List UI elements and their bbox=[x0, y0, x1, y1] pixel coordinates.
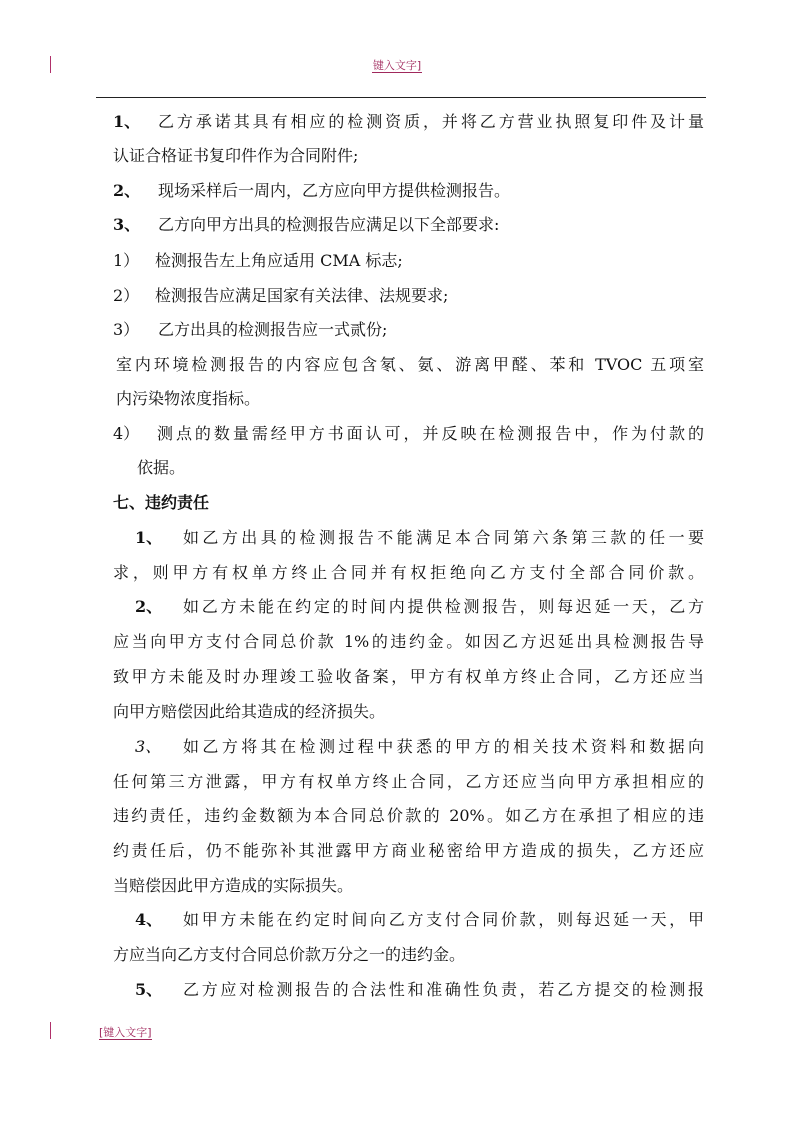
clause-text: 如乙方出具的检测报告不能满足本合同第六条第三款的任一要 bbox=[183, 528, 704, 547]
clause-text: 致甲方未能及时办理竣工验收备案，甲方有权单方终止合同，乙方还应当 bbox=[113, 667, 704, 686]
clause-text: 如甲方未能在约定时间向乙方支付合同价款，则每迟延一天，甲 bbox=[183, 910, 704, 929]
clause-text: 如乙方将其在检测过程中获悉的甲方的相关技术资料和数据向 bbox=[183, 737, 704, 756]
sub-item-text: 测点的数量需经甲方书面认可，并反映在检测报告中，作为付款的 bbox=[157, 424, 704, 443]
clause-text: 任何第三方泄露，甲方有权单方终止合同，乙方还应当向甲方承担相应的 bbox=[113, 772, 704, 791]
paragraph-text: 室内环境检测报告的内容应包含氡、氨、游离甲醛、苯和 TVOC 五项室 bbox=[116, 355, 704, 374]
sub-item-number: 2） bbox=[113, 286, 140, 305]
clause-text: 约责任后，仍不能弥补其泄露甲方商业秘密给甲方造成的损失，乙方还应 bbox=[113, 841, 704, 860]
clause-text: 应当向甲方支付合同总价款 1%的违约金。如因乙方迟延出具检测报告导 bbox=[113, 632, 704, 651]
sub-item-text: 乙方出具的检测报告应一式贰份; bbox=[158, 320, 388, 339]
section-heading: 七、违约责任 bbox=[113, 493, 210, 512]
clause-number: 3、 bbox=[135, 737, 162, 756]
item-text: 认证合格证书复印件作为合同附件; bbox=[113, 146, 359, 165]
header-rule bbox=[96, 97, 706, 98]
sub-item-text: 检测报告左上角应适用 CMA 标志; bbox=[155, 251, 403, 270]
clause-text: 如乙方未能在约定的时间内提供检测报告，则每迟延一天，乙方 bbox=[183, 597, 704, 616]
clause-text: 乙方应对检测报告的合法性和准确性负责，若乙方提交的检测报 bbox=[183, 980, 704, 999]
clause-text: 方应当向乙方支付合同总价款万分之一的违约金。 bbox=[113, 945, 466, 964]
clause-number: 4、 bbox=[135, 910, 163, 929]
header-text-field[interactable]: 键入文字] bbox=[372, 59, 422, 72]
clause-number: 1、 bbox=[135, 528, 163, 547]
item-text: 现场采样后一周内，乙方应向甲方提供检测报告。 bbox=[158, 181, 511, 200]
item-number: 2、 bbox=[113, 181, 141, 200]
sub-item-number: 1） bbox=[113, 251, 140, 270]
clause-text: 求，则甲方有权单方终止合同并有权拒绝向乙方支付全部合同价款。 bbox=[113, 563, 704, 582]
item-number: 1、 bbox=[113, 112, 141, 131]
item-number: 3、 bbox=[113, 215, 141, 234]
margin-mark-bottom bbox=[50, 1022, 51, 1039]
clause-text: 向甲方赔偿因此给其造成的经济损失。 bbox=[113, 702, 386, 721]
clause-text: 当赔偿因此甲方造成的实际损失。 bbox=[113, 876, 354, 895]
paragraph-text: 内污染物浓度指标。 bbox=[116, 389, 261, 408]
sub-item-number: 4） bbox=[113, 424, 140, 443]
item-text: 乙方向甲方出具的检测报告应满足以下全部要求: bbox=[158, 215, 500, 234]
sub-item-text: 检测报告应满足国家有关法律、法规要求; bbox=[155, 286, 449, 305]
sub-item-number: 3） bbox=[113, 320, 140, 339]
clause-text: 违约责任，违约金数额为本合同总价款的 20%。如乙方在承担了相应的违 bbox=[113, 806, 704, 825]
sub-item-text: 依据。 bbox=[137, 458, 186, 477]
item-text: 乙方承诺其具有相应的检测资质，并将乙方营业执照复印件及计量 bbox=[158, 112, 704, 131]
clause-number: 5、 bbox=[135, 980, 163, 999]
clause-number: 2、 bbox=[135, 597, 163, 616]
footer-text-field[interactable]: [键入文字] bbox=[99, 1026, 152, 1039]
